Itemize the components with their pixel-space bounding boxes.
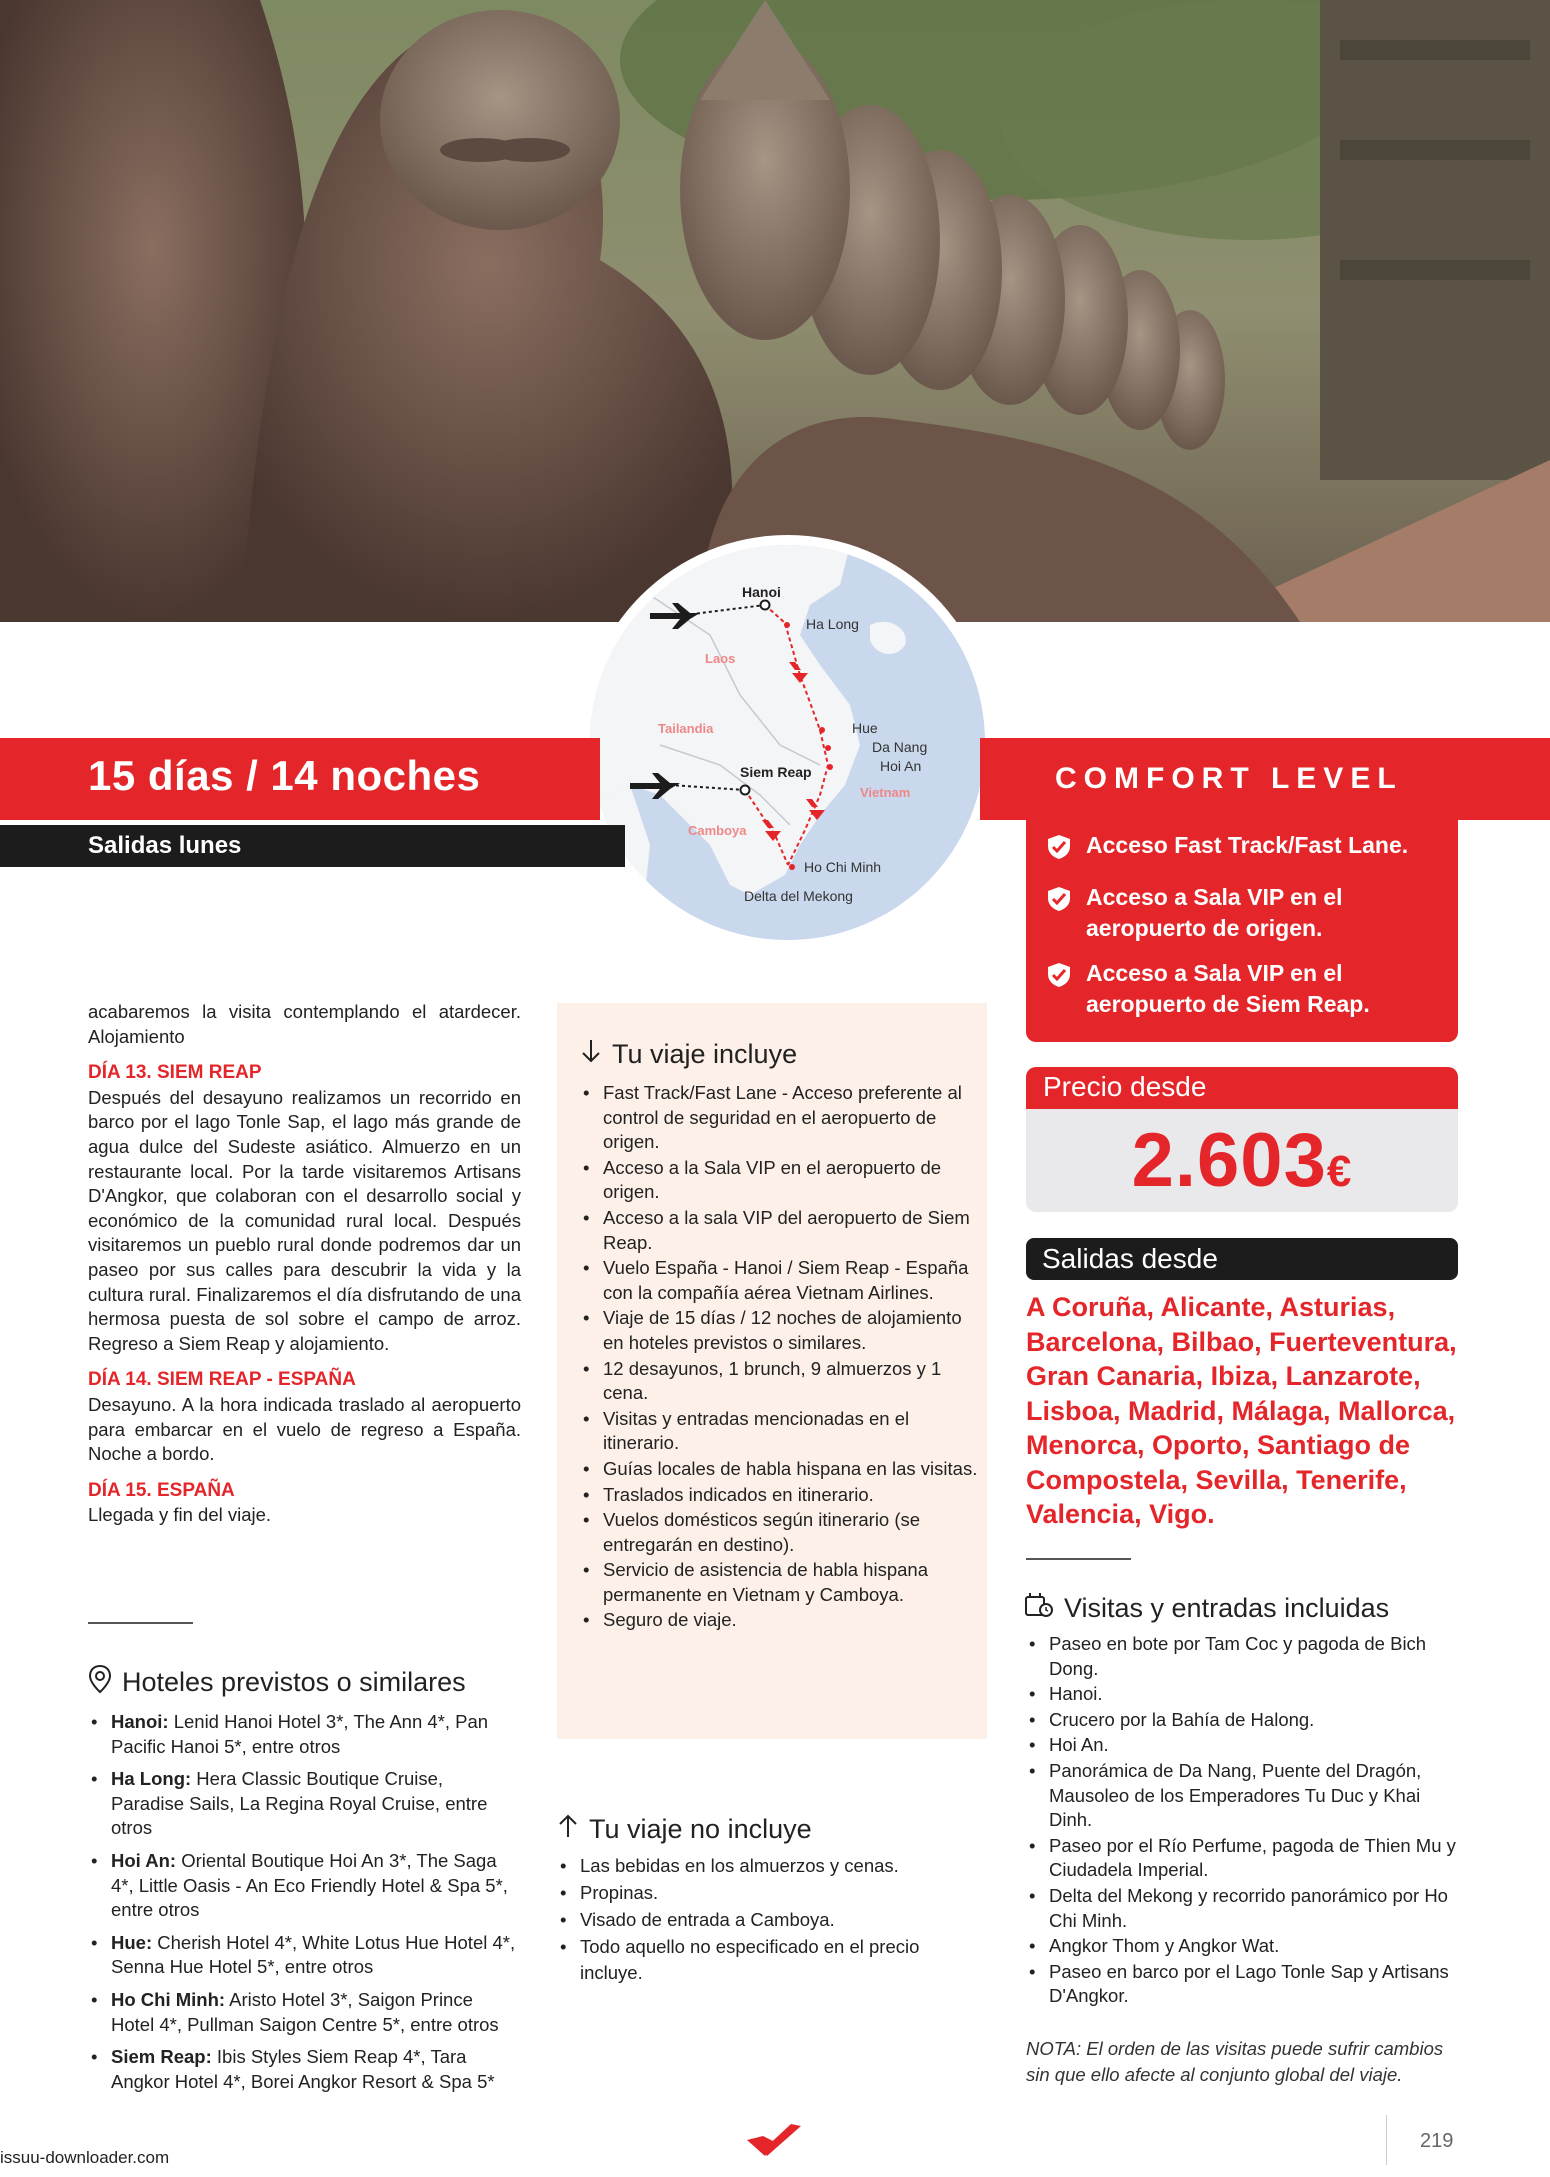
map-label-hue: Hue [852,720,878,736]
visits-note: NOTA: El orden de las visitas puede sufrir cambios sin que ello afecte al conjunto global del viaje. [1026,2038,1444,2085]
list-item [88,1767,521,1841]
day-text: Llegada y fin del viaje. [88,1504,272,1526]
shield-check-icon [1046,834,1074,868]
comfort-features [1026,820,1458,1042]
divider [1026,1558,1131,1560]
list-item: • Las bebidas en los almuerzos y cenas. [557,1853,977,1879]
hotel-names: Aristo Hotel 3*, Saigon Prince Hotel 4*, Pullman Saigon Centre 5*, entre otros [111,1988,499,2035]
list-item: • Angkor Thom y Angkor Wat. [1026,1934,1466,1959]
route-map [590,545,985,940]
comfort-item [1046,958,1438,1020]
includes-list [580,1081,980,1634]
day-text: Desayuno. A la hora indicada traslado al aeropuerto para embarcar en el vuelo de regreso a España. Noche a bordo. [88,1393,521,1465]
visits-heading [1024,1591,1389,1626]
hotel-city: Hue: [111,1931,153,1953]
list-item: • Visado de entrada a Camboya. [557,1907,977,1933]
list-item: • Acceso a la sala VIP del aeropuerto de Siem Reap. [580,1206,980,1255]
list-item [88,1931,521,1980]
list-item: • Seguro de viaje. [580,1608,980,1633]
map-label-laos: Laos [705,651,736,666]
map-label-camboya: Camboya [688,823,747,838]
includes-heading [580,1038,797,1071]
day-title: DÍA 15. ESPAÑA [88,1479,235,1501]
hotels-list [88,1710,521,2102]
map-label-mekong: Delta del Mekong [744,888,853,904]
list-item: • Guías locales de habla hispana en las visitas. [580,1457,980,1482]
footer-divider [1386,2115,1387,2165]
map-label-danang: Da Nang [872,739,928,755]
list-item: • Crucero por la Bahía de Halong. [1026,1708,1466,1733]
map-label-tailandia: Tailandia [658,721,714,736]
hotels-title: Hoteles previstos o similares [122,1667,466,1697]
price-amount: 2.603 [1131,1118,1327,1203]
list-item: • Todo aquello no especificado en el precio incluye. [557,1934,977,1986]
list-item: • Hoi An. [1026,1733,1466,1758]
price-currency: € [1326,1147,1353,1196]
list-item: • Hanoi. [1026,1682,1466,1707]
comfort-item-label: Acceso Fast Track/Fast Lane. [1086,832,1409,858]
map-label-hanoi: Hanoi [742,584,781,600]
footer-url: issuu-downloader.com [0,2148,170,2167]
divider [88,1622,193,1624]
departures-from-label: Salidas desde [1026,1238,1458,1280]
list-item: • Vuelos domésticos según itinerario (se entregarán en destino). [580,1508,980,1557]
price-value [1132,1117,1353,1204]
map-label-vietnam: Vietnam [860,785,911,800]
hero-photo [0,0,1550,622]
comfort-item [1046,830,1438,868]
not-includes-list [557,1853,977,1987]
visits-list [1026,1632,1466,2010]
list-item: • Acceso a la Sala VIP en el aeropuerto de origen. [580,1156,980,1205]
day-title: DÍA 14. SIEM REAP - ESPAÑA [88,1369,356,1391]
day-text: Después del desayuno realizamos un recorrido en barco por el lago Tonle Sap, el lago más grande de agua dulce del Sudeste asiático. Almuerzo en un restaurante local. Por la tarde visitaremos Artisans D'Angkor, que colaboran con el desarrollo social y económico de la comunidad rural local. Después visitaremos un pueblo rural donde podremos dar un paseo por sus calles para descubrir la vida y la cultura rural. Finalizaremos el día disfrutando de una hermosa puesta de sol sobre el campo de arroz. Regreso a Siem Reap y alojamiento. [88,1086,521,1354]
visits-title: Visitas y entradas incluidas [1064,1593,1390,1623]
shield-check-icon [1046,962,1074,996]
comfort-item [1046,882,1438,944]
map-label-hochiminh: Ho Chi Minh [804,859,882,875]
hotel-names: Cherish Hotel 4*, White Lotus Hue Hotel 4*, Senna Hue Hotel 5*, entre otros [111,1931,516,1978]
list-item [88,1988,521,2037]
list-item: • Vuelo España - Hanoi / Siem Reap - España con la compañía aérea Vietnam Airlines. [580,1256,980,1305]
list-item: • Fast Track/Fast Lane - Acceso preferente al control de seguridad en el aeropuerto de origen. [580,1081,980,1155]
hotel-names: Hera Classic Boutique Cruise, Paradise Sails, La Regina Royal Cruise, entre otros [111,1768,488,1839]
hotel-city: Hoi An: [111,1849,177,1871]
hotel-names: Oriental Boutique Hoi An 3*, The Saga 4*, Little Oasis - An Eco Friendly Hotel & Spa 5*, entre otros [111,1849,508,1921]
departures-day: Salidas lunes [88,832,242,859]
shield-check-icon [1046,886,1074,920]
list-item: • Paseo por el Río Perfume, pagoda de Thien Mu y Ciudadela Imperial. [1026,1834,1466,1883]
hotel-city: Siem Reap: [111,2046,212,2068]
includes-title: Tu viaje incluye [612,1039,798,1069]
arrow-up-icon [557,1813,579,1846]
list-item: • Servicio de asistencia de habla hispana permanente en Vietnam y Camboya. [580,1558,980,1607]
map-label-hoian: Hoi An [880,758,922,774]
hotel-city: Ho Chi Minh: [111,1988,226,2010]
comfort-item-label: Acceso a Sala VIP en el aeropuerto de Siem Reap. [1086,960,1370,1017]
hotels-heading [88,1664,466,1701]
not-includes-heading [557,1813,812,1846]
comfort-level-title: COMFORT LEVEL [1055,762,1403,795]
departure-cities: A Coruña, Alicante, Asturias, Barcelona, Bilbao, Fuerteventura, Gran Canaria, Ibiza, Lanzarote, Lisboa, Madrid, Málaga, Mallorca, Menorca, Oporto, Santiago de Compostela, Sevilla, Tenerife, Valencia, Vigo. [1026,1292,1457,1529]
hotel-city: Hanoi: [111,1711,169,1732]
page-number: 219 [1420,2130,1454,2152]
list-item: • Delta del Mekong y recorrido panorámico por Ho Chi Minh. [1026,1884,1466,1933]
not-includes-title: Tu viaje no incluye [589,1814,812,1844]
list-item: • Visitas y entradas mencionadas en el itinerario. [580,1407,980,1456]
list-item: • Paseo en barco por el Lago Tonle Sap y Artisans D'Angkor. [1026,1960,1466,2009]
price-label: Precio desde [1026,1067,1458,1109]
map-label-siemreap: Siem Reap [740,764,812,780]
list-item [88,1849,521,1923]
map-label-halong: Ha Long [806,616,859,632]
list-item: • Viaje de 15 días / 12 noches de alojamiento en hoteles previstos o similares. [580,1306,980,1355]
comfort-item-label: Acceso a Sala VIP en el aeropuerto de origen. [1086,884,1343,941]
itinerary-intro: acabaremos la visita contemplando el atardecer. Alojamiento [88,1001,521,1047]
price-box [1026,1109,1458,1212]
list-item [88,2045,521,2094]
trip-duration: 15 días / 14 noches [88,752,481,799]
list-item: • Paseo en bote por Tam Coc y pagoda de Bich Dong. [1026,1632,1466,1681]
list-item: • Propinas. [557,1880,977,1906]
hotel-city: Ha Long: [111,1768,192,1790]
location-pin-icon [88,1664,112,1701]
hotel-names: Ibis Styles Siem Reap 4*, Tara Angkor Hotel 4*, Borei Angkor Resort & Spa 5* [111,2046,495,2092]
hotel-names: Lenid Hanoi Hotel 3*, The Ann 4*, Pan Pacific Hanoi 5*, entre otros [111,1711,489,1757]
list-item [88,1710,521,1759]
arrow-down-icon [580,1038,602,1071]
ticket-icon [1024,1591,1054,1626]
list-item: • 12 desayunos, 1 brunch, 9 almuerzos y 1 cena. [580,1357,980,1406]
itinerary [88,1000,521,1540]
list-item: • Traslados indicados en itinerario. [580,1483,980,1508]
day-title: DÍA 13. SIEM REAP [88,1062,262,1084]
brand-logo [745,2122,805,2167]
list-item: • Panorámica de Da Nang, Puente del Dragón, Mausoleo de los Emperadores Tu Duc y Khai Dinh. [1026,1759,1466,1833]
